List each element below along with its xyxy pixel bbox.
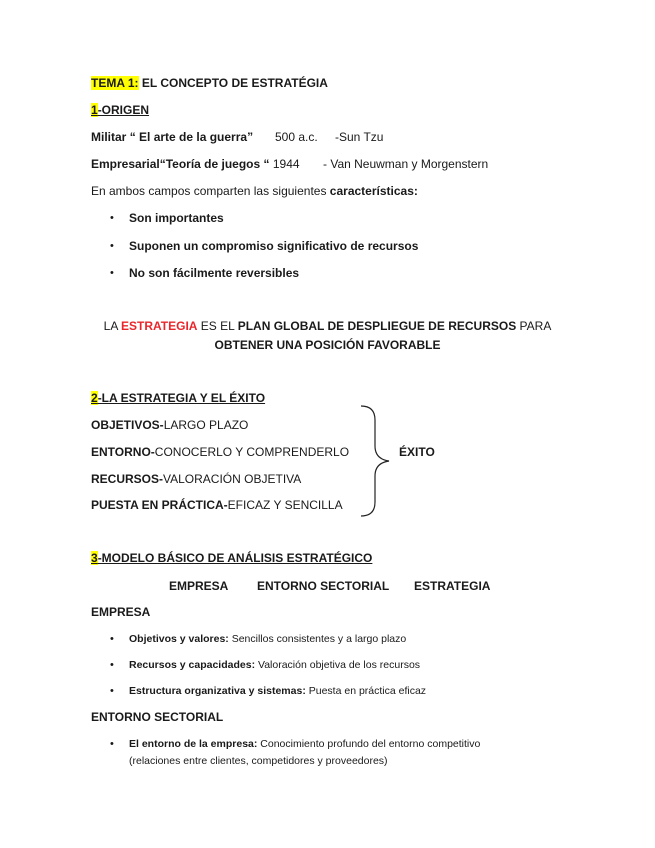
document-title [91,76,328,91]
success-item [91,498,343,513]
militar-work: “ El arte de la guerra” [129,130,254,144]
intro-line [91,184,418,199]
intro-text: En ambos campos comparten las siguientes [91,184,330,198]
empresa-bullet-key: Estructura organizativa y sistemas: [129,685,306,697]
entorno-bullet-continuation: (relaciones entre clientes, competidores y proveedores) [129,755,388,767]
section-2-title [91,391,265,406]
empresa-bullet-key: Recursos y capacidades: [129,659,256,671]
success-val: EFICAZ Y SENCILLA [227,498,343,512]
bullet-dot: • [110,240,114,252]
empresarial-author: - Van Neuwman y Morgenstern [323,157,489,171]
militar-label: Militar [91,130,127,144]
bullet-dot: • [110,738,114,750]
tema-title: EL CONCEPTO DE ESTRATÉGIA [138,76,328,90]
bullet-dot: • [110,267,114,279]
definition-line-2: OBTENER UNA POSICIÓN FAVORABLE [214,338,441,352]
intro-bold: características: [329,184,418,198]
section-1-title [91,103,149,118]
empresarial-line [91,157,489,172]
success-key: ENTORNO- [91,445,155,459]
success-val: CONOCERLO Y COMPRENDERLO [154,445,350,459]
empresarial-year: 1944 [272,157,300,171]
empresa-bullet-val: Valoración objetiva de los recursos [255,659,421,671]
success-item [91,472,301,487]
tema-label: TEMA 1: [91,76,139,90]
section-3-number: 3 [91,551,98,565]
definition-plan: PLAN GLOBAL DE DESPLIEGUE DE RECURSOS [237,319,517,333]
success-val: VALORACIÓN OBJETIVA [163,472,302,486]
success-key: PUESTA EN PRÁCTICA- [91,498,228,512]
bullet-1: Son importantes [129,211,224,225]
section-3-title [91,551,372,566]
empresa-bullet [129,684,426,699]
success-item [91,445,349,460]
success-result: ÉXITO [399,445,435,459]
definition-w5: PARA [516,319,552,333]
bullet-dot: • [110,212,114,224]
section-1-title-text: -ORIGEN [97,103,150,117]
entorno-heading: ENTORNO SECTORIAL [91,710,224,724]
section-2-number: 2 [91,391,98,405]
definition-w3: ES EL [197,319,238,333]
empresarial-label: Empresarial [91,157,160,171]
section-3-title-text: -MODELO BÁSICO DE ANÁLISIS ESTRATÉGICO [97,551,373,565]
section-2-title-text: -LA ESTRATEGIA Y EL ÉXITO [97,391,266,405]
definition-strategy: ESTRATEGIA [121,319,198,333]
bullet-dot: • [110,633,114,645]
empresa-bullet [129,632,406,647]
empresa-bullet-val: Puesta en práctica eficaz [305,685,427,697]
curly-brace [355,404,395,518]
bullet-2: Suponen un compromiso significativo de recursos [129,239,419,253]
empresa-bullet-key: Objetivos y valores: [129,633,229,645]
empresa-bullet-val: Sencillos consistentes y a largo plazo [228,633,407,645]
entorno-bullet-val: Conocimiento profundo del entorno competitivo [257,738,481,750]
militar-author: -Sun Tzu [335,130,384,144]
definition-line-1 [0,319,655,334]
empresa-heading: EMPRESA [91,605,151,619]
definition-w1: LA [103,319,122,333]
militar-year: 500 a.c. [275,130,318,144]
entorno-bullet-key: El entorno de la empresa: [129,738,258,750]
entorno-bullet [129,737,480,752]
bullet-dot: • [110,659,114,671]
success-item [91,418,248,433]
success-val: LARGO PLAZO [163,418,249,432]
militar-line [91,130,384,145]
section-1-number: 1 [91,103,98,117]
success-key: RECURSOS- [91,472,164,486]
empresarial-work: “Teoría de juegos “ [159,157,270,171]
empresa-bullet [129,658,420,673]
model-header-estrategia: ESTRATEGIA [414,579,491,593]
model-header-empresa: EMPRESA [169,579,229,593]
bullet-dot: • [110,685,114,697]
model-header-entorno: ENTORNO SECTORIAL [257,579,390,593]
bullet-3: No son fácilmente reversibles [129,266,300,280]
success-key: OBJETIVOS- [91,418,164,432]
